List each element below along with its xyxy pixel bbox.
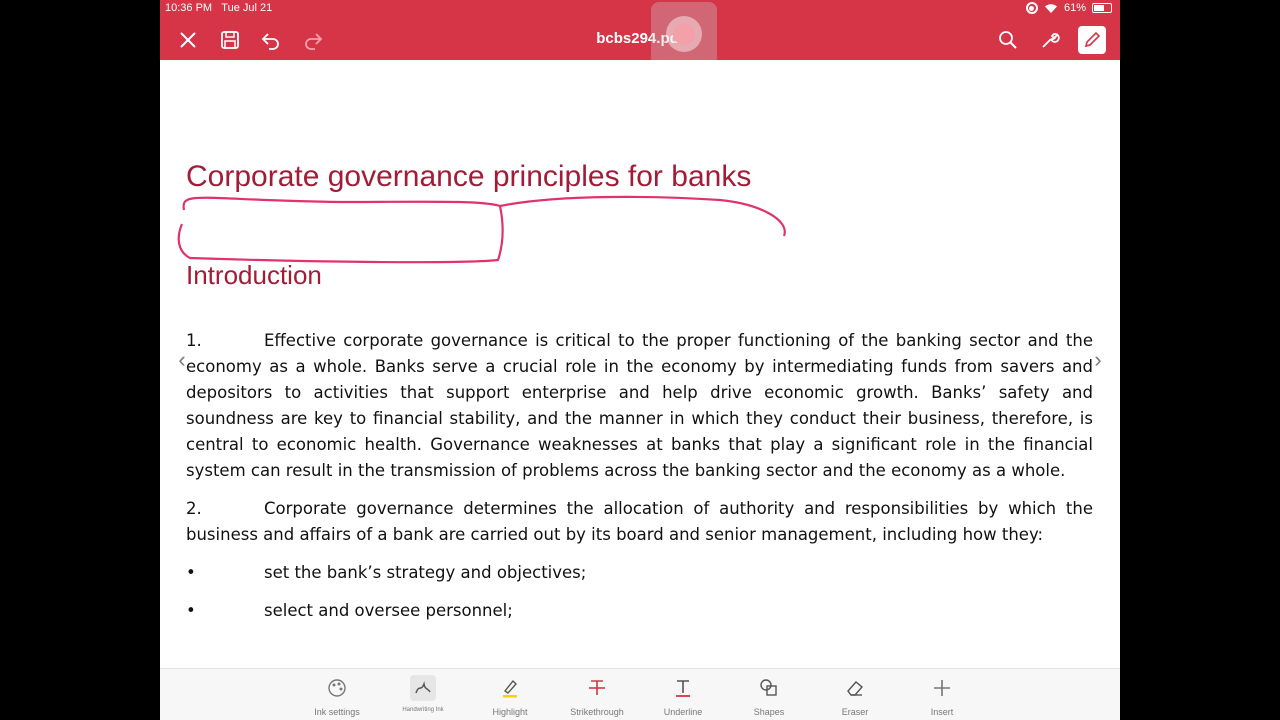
battery-icon: [1092, 3, 1112, 13]
shapes-icon: [759, 678, 779, 698]
bullet-text: set the bank’s strategy and objectives;: [264, 563, 587, 582]
status-right: [1026, 2, 1112, 14]
paragraph-2: [186, 496, 1093, 548]
file-title: bcbs294.pdf: [596, 30, 684, 47]
tool-eraser[interactable]: [815, 675, 895, 717]
draw-mode-button[interactable]: [1078, 26, 1106, 54]
paragraph-text: Effective corporate governance is critical to the proper functioning of the banking sector and the economy as a whole. Banks serve a crucial role in the economy by intermediating funds from savers and depositors to activities that support enterprise and help drive economic growth. Banks’ safety and soundness are key to financial stability, and the manner in which they conduct their business, therefore, is central to economic health. Governance weaknesses at banks that play a significant role in the financial system can result in the transmission of problems across the banking sector and the economy as a whole.: [186, 331, 1093, 480]
next-page-button[interactable]: [1084, 346, 1112, 374]
status-time: 10:36 PM Tue Jul 21: [165, 2, 273, 14]
pdf-viewer: [160, 0, 1120, 720]
search-button[interactable]: [994, 26, 1022, 54]
tool-strikethrough[interactable]: [557, 675, 637, 717]
tool-label: Strikethrough: [570, 707, 624, 717]
recording-indicator: [651, 2, 717, 66]
chevron-left-icon: ‹: [178, 347, 186, 372]
search-icon: [997, 29, 1019, 51]
eraser-icon: [845, 678, 865, 698]
tool-insert[interactable]: [902, 675, 982, 717]
top-toolbar: [160, 20, 1120, 60]
wifi-icon: [1044, 3, 1058, 14]
paragraph-number: 2.: [186, 499, 202, 518]
screen-record-icon: [1026, 2, 1038, 14]
plus-icon: [932, 678, 952, 698]
ink-line-stroke: [500, 197, 785, 236]
strikethrough-icon: [587, 678, 607, 698]
previous-page-button[interactable]: [168, 346, 196, 374]
bullet-item: [186, 560, 1093, 586]
tool-label: Highlight: [492, 707, 528, 717]
status-bar: [160, 0, 1120, 18]
ink-annotation[interactable]: [160, 120, 1120, 280]
tool-highlight[interactable]: [470, 675, 550, 717]
tool-label: Insert: [930, 707, 954, 717]
tool-underline[interactable]: [643, 675, 723, 717]
app-header: [160, 0, 1120, 60]
tool-handwriting-ink[interactable]: [383, 675, 463, 713]
tool-label: Underline: [663, 707, 703, 717]
handwriting-icon: [413, 678, 433, 698]
tool-ink-settings[interactable]: [297, 675, 377, 717]
underline-icon: [673, 678, 693, 698]
tool-label: Ink settings: [314, 707, 360, 717]
document-page[interactable]: [160, 60, 1120, 668]
pencil-icon: [1081, 29, 1103, 51]
annotation-toolbar: [160, 668, 1120, 720]
bullet-item: [186, 598, 1093, 624]
tool-label: Handwriting Ink: [402, 707, 444, 713]
document-body: [186, 328, 1093, 636]
paragraph-number: 1.: [186, 331, 202, 350]
tools-button[interactable]: [1036, 26, 1064, 54]
highlighter-icon: [500, 677, 520, 699]
wrench-icon: [1039, 29, 1061, 51]
tool-shapes[interactable]: [729, 675, 809, 717]
record-icon: [666, 16, 702, 52]
battery-percent: 61%: [1063, 2, 1086, 14]
ink-circle-stroke: [179, 198, 503, 262]
section-heading: Introduction: [186, 260, 322, 290]
chevron-right-icon: ›: [1094, 347, 1102, 372]
bullet-text: select and oversee personnel;: [264, 601, 513, 620]
tool-label: Eraser: [841, 707, 869, 717]
bullet-dot: •: [186, 563, 196, 582]
bullet-dot: •: [186, 601, 196, 620]
tool-label: Shapes: [753, 707, 785, 717]
document-title: Corporate governance principles for banks: [186, 160, 752, 193]
paragraph-1: [186, 328, 1093, 484]
palette-icon: [327, 678, 347, 698]
paragraph-text: Corporate governance determines the allocation of authority and responsibilities by which the business and affairs of a bank are carried out by its board and senior management, including how they:: [186, 499, 1093, 544]
